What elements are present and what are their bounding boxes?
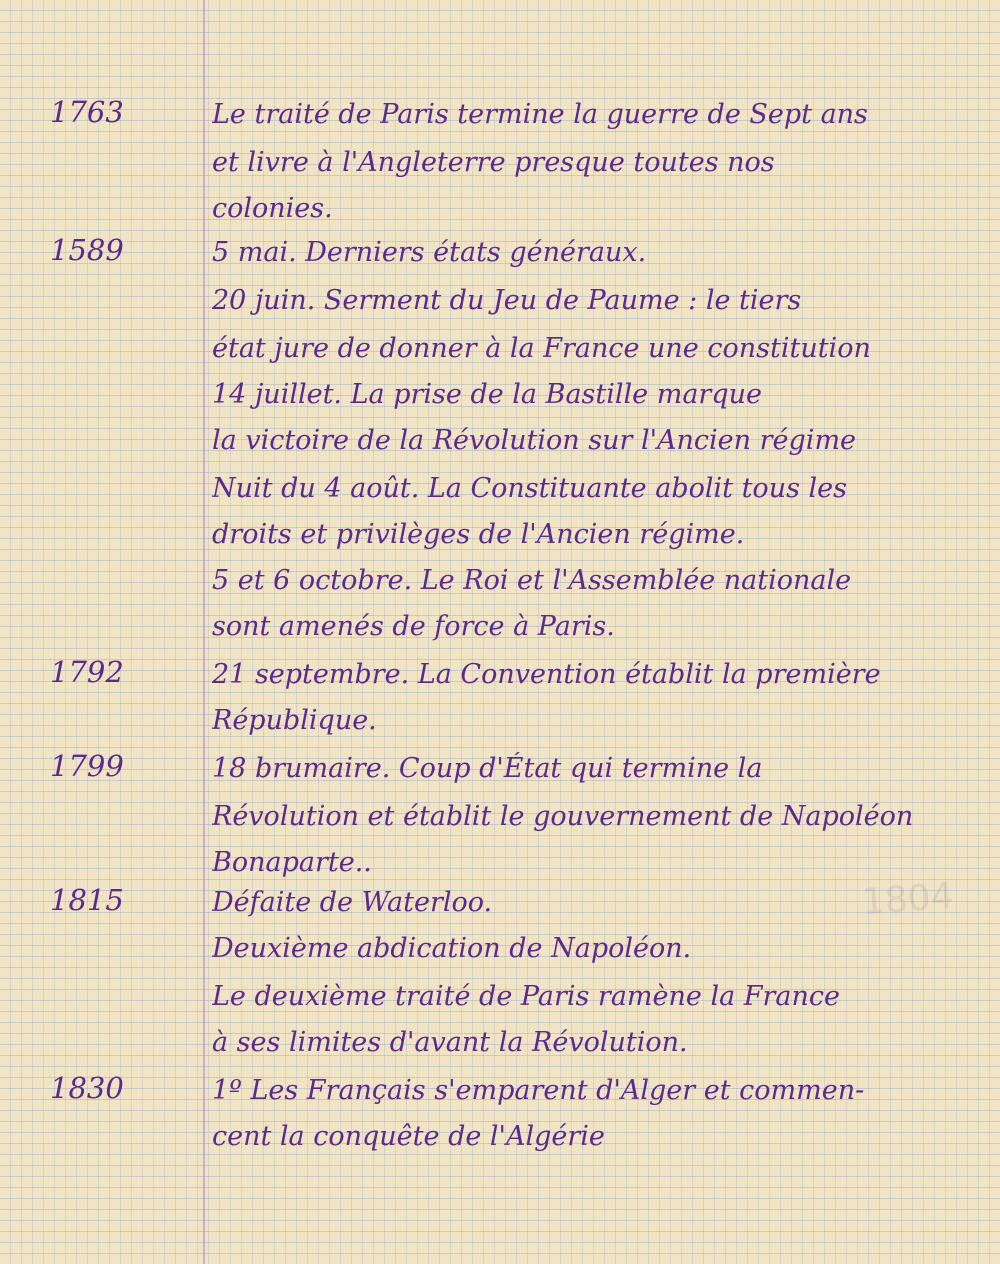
margin-line xyxy=(203,0,205,1264)
entry-text-line: Le traité de Paris termine la guerre de Sept ans xyxy=(212,99,868,130)
entry-text-line: 21 septembre. La Convention établit la première xyxy=(212,659,881,690)
entry-text-line: 1º Les Français s'emparent d'Alger et commen- xyxy=(212,1075,865,1106)
entry-text-line: 5 et 6 octobre. Le Roi et l'Assemblée nationale xyxy=(212,565,852,596)
entry-text-line: et livre à l'Angleterre presque toutes nos xyxy=(212,147,775,178)
year-1830: 1830 xyxy=(50,1071,124,1105)
entry-text-line: 18 brumaire. Coup d'État qui termine la xyxy=(212,753,763,784)
year-1763: 1763 xyxy=(50,95,124,129)
entry-text-line: colonies. xyxy=(212,193,333,224)
entry-text-line: 20 juin. Serment du Jeu de Paume : le tiers xyxy=(212,285,802,316)
year-1589: 1589 xyxy=(50,233,124,267)
entry-text-line: droits et privilèges de l'Ancien régime. xyxy=(212,519,745,550)
year-1815: 1815 xyxy=(50,883,124,917)
entry-text-line: Bonaparte.. xyxy=(212,847,372,878)
entry-text-line: sont amenés de force à Paris. xyxy=(212,611,615,642)
entry-text-line: état jure de donner à la France une constitution xyxy=(212,333,871,364)
entry-text-line: Le deuxième traité de Paris ramène la France xyxy=(212,981,841,1012)
year-1799: 1799 xyxy=(50,749,124,783)
year-1792: 1792 xyxy=(50,655,124,689)
bleed-through-text: 1804 xyxy=(860,875,955,924)
entry-text-line: Nuit du 4 août. La Constituante abolit tous les xyxy=(212,473,847,504)
entry-text-line: Deuxième abdication de Napoléon. xyxy=(212,933,692,964)
entry-text-line: à ses limites d'avant la Révolution. xyxy=(212,1027,688,1058)
entry-text-line: République. xyxy=(212,705,377,736)
entry-text-line: cent la conquête de l'Algérie xyxy=(212,1121,605,1152)
entry-text-line: Défaite de Waterloo. xyxy=(212,887,493,918)
entry-text-line: Révolution et établit le gouvernement de Napoléon xyxy=(212,801,914,832)
entry-text-line: 14 juillet. La prise de la Bastille marque xyxy=(212,379,762,410)
entry-text-line: la victoire de la Révolution sur l'Ancien régime xyxy=(212,425,857,456)
entry-text-line: 5 mai. Derniers états généraux. xyxy=(212,237,647,268)
